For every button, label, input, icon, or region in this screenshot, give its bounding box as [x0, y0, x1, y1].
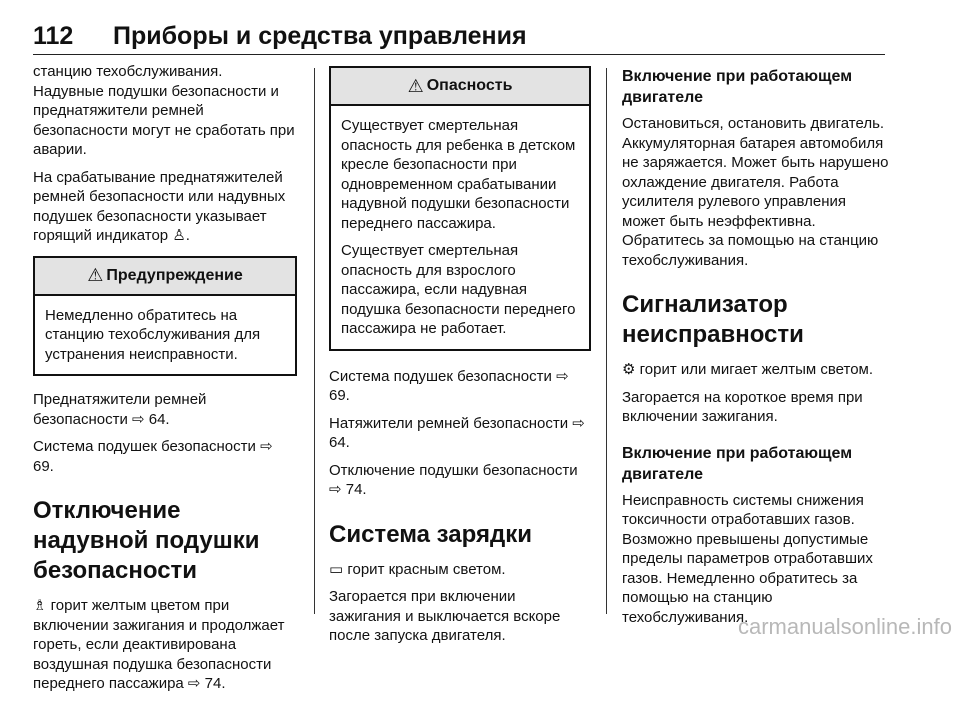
paragraph: ▭ горит красным светом.	[329, 560, 506, 578]
paragraph: Загорается при включении зажигания и выключается вскоре после запуска двигателя.	[329, 588, 561, 644]
battery-indicator-icon: ▭	[329, 560, 344, 578]
danger-box-title: Опасность	[426, 77, 513, 94]
watermark: carmanualsonline.info	[737, 614, 952, 639]
column-right	[622, 62, 892, 635]
cross-reference: Отключение подушки безопасности ⇨ 74.	[329, 461, 578, 498]
paragraph: Загорается на короткое время при включении зажигания.	[622, 388, 863, 425]
warning-box-text: Немедленно обратитесь на станцию техобслуживания для устранения неисправности.	[45, 306, 261, 363]
column-divider	[606, 68, 607, 614]
subheading-engine-running: Включение при работающем двигателе	[622, 68, 853, 106]
danger-box-text: Существует смертельная опасность для взрослого пассажира, если надувная подушка безопасности переднего пассажира не работает.	[341, 242, 576, 337]
paragraph: Остановиться, остановить двигатель. Аккумуляторная батарея автомобиля не заряжается. Может быть нарушено охлаждение двигателя. Работа усилителя рулевого управления может быть неэффективна. Обратитесь за помощью на станцию техобслуживания.	[622, 115, 889, 269]
section-heading-charging-system: Система зарядки	[329, 520, 532, 548]
cross-reference: Система подушек безопасности ⇨ 69.	[329, 367, 569, 404]
engine-check-indicator-icon: ⚙	[622, 361, 636, 378]
danger-box	[329, 66, 591, 351]
cross-reference: Натяжители ремней безопасности ⇨ 64.	[329, 414, 585, 451]
cross-reference: Система подушек безопасности ⇨ 69.	[33, 438, 273, 475]
page-header	[33, 18, 885, 55]
warning-triangle-icon: ⚠	[407, 75, 424, 96]
warning-box-title: Предупреждение	[106, 266, 243, 284]
paragraph: На срабатывание преднатяжителей ремней безопасности или надувных подушек безопасности указывает горящий индикатор ♙.	[33, 168, 286, 244]
danger-box-header	[331, 68, 589, 106]
seatbelt-airbag-indicator-icon: ♙	[172, 227, 186, 244]
danger-box-text: Существует смертельная опасность для ребенка в детском кресле безопасности при одновременном срабатывании надувной подушки безопасности переднего пассажира.	[341, 117, 576, 232]
subheading-engine-running: Включение при работающем двигателе	[622, 444, 853, 483]
section-heading-airbag-deactivation: Отключение надувной подушки безопасности	[33, 497, 260, 584]
paragraph: Неисправность системы снижения токсичности отработавших газов. Возможно превышены допустимые пределы параметров отработавших газов. Немедленно обратитесь за помощью на станцию техобслуживания.	[622, 491, 873, 626]
page-number: 112	[33, 22, 74, 50]
warning-box	[33, 256, 297, 377]
column-middle	[329, 62, 591, 654]
page-title: Приборы и средства управления	[113, 22, 527, 50]
paragraph: ⚙ горит или мигает желтым светом.	[622, 361, 874, 378]
column-left	[33, 62, 297, 702]
cross-reference: Преднатяжители ремней безопасности ⇨ 64.	[33, 391, 207, 428]
column-divider	[314, 68, 315, 614]
paragraph: ♗ горит желтым цветом при включении зажигания и продолжает гореть, если деактивирована воздушная подушка безопасности переднего пассажира ⇨ 74.	[33, 597, 285, 692]
paragraph: станцию техобслуживания. Надувные подушки безопасности и преднатяжители ремней безопасности могут не сработать при аварии.	[33, 63, 295, 158]
airbag-off-indicator-icon: ♗	[33, 597, 47, 614]
section-heading-malfunction-indicator: Сигнализатор неисправности	[622, 291, 804, 348]
warning-triangle-icon: ⚠	[87, 265, 104, 285]
warning-box-header	[35, 258, 295, 296]
